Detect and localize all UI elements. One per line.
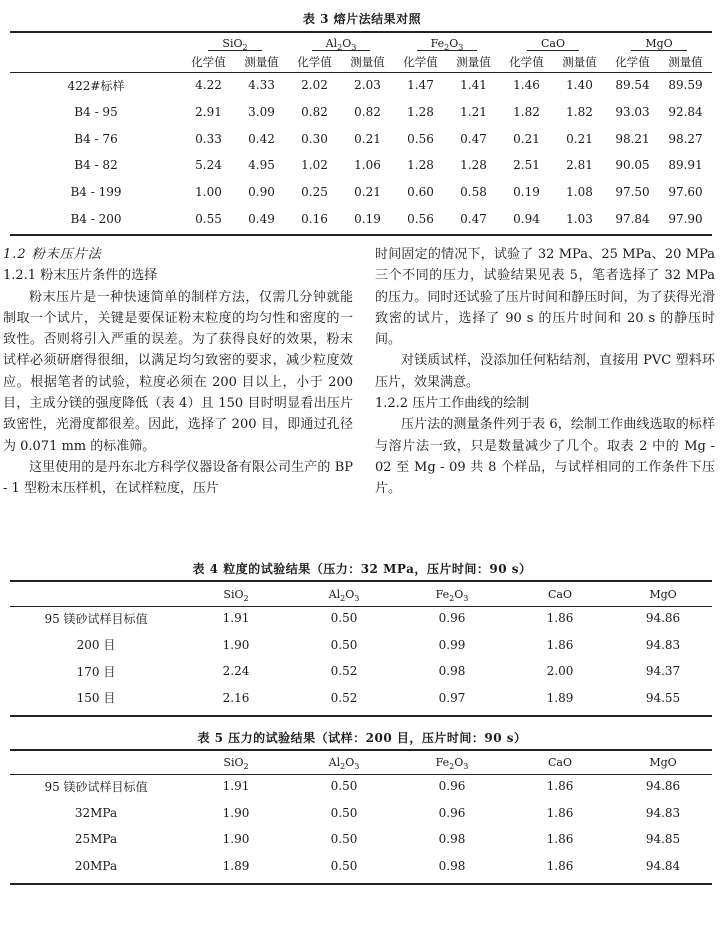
table-cell: 97.84 — [615, 211, 650, 226]
table3-subheader: 测量值 — [668, 55, 703, 69]
table5-header-mgo: MgO — [649, 755, 677, 769]
table-cell: 93.03 — [615, 105, 650, 120]
table-cell: 2.24 — [222, 664, 250, 679]
row-label: 170 目 — [76, 664, 116, 679]
table-cell: 0.52 — [330, 690, 358, 705]
row-label: B4 - 95 — [74, 105, 118, 120]
table-cell: 0.42 — [248, 131, 275, 146]
table3-subheader: 测量值 — [244, 55, 279, 69]
row-label: 32MPa — [74, 805, 118, 820]
table-cell: 0.96 — [438, 611, 466, 626]
table5-header-cao: CaO — [548, 755, 572, 769]
table-row — [10, 826, 712, 853]
row-label: 422#标样 — [67, 78, 125, 93]
table-row — [10, 800, 712, 827]
table-cell: 1.28 — [460, 158, 487, 173]
left-paragraph-1: 粉末压片是一种快速简单的制样方法，仅需几分钟就能制取一个试片，关键是要保证粉末粒度的均匀性和密度的一致性。否则将引入严重的误差。为了获得良好的效果，粉末试样必须研磨得很细，以满足均匀致密的要求，减少粒度效应。根据笔者的试验，粒度必须在 200 目以上，小于 200 目，主成分镁的强度降低（表 4）且 150 目时明显看出压片致密性，光滑度都很差。因此，选择了 200 目，即通过孔径为 0.071 mm 的标准筛。 — [3, 289, 353, 454]
table-cell: 1.28 — [407, 105, 434, 120]
table-cell: 97.90 — [668, 211, 703, 226]
table-cell: 1.86 — [546, 858, 574, 873]
table-cell: 0.50 — [330, 832, 358, 847]
table-cell: 0.30 — [301, 131, 328, 146]
table3-group-fe2o3: $Fe_2O_3$ — [394, 36, 500, 52]
table-cell: 1.90 — [222, 832, 250, 847]
table-cell: 0.50 — [330, 611, 358, 626]
row-label: B4 - 76 — [74, 131, 118, 146]
table-cell: 0.16 — [301, 211, 328, 226]
row-label: B4 - 199 — [70, 185, 122, 200]
row-label: B4 - 200 — [70, 211, 122, 226]
table-row — [10, 605, 712, 632]
right-column — [375, 244, 715, 500]
table3-group-sio2: SiO$_2$ — [182, 36, 288, 52]
table-cell: 94.83 — [645, 805, 681, 820]
table-row — [10, 125, 712, 152]
table3-subheader: 测量值 — [562, 55, 597, 69]
table3-subheader: 化学值 — [509, 55, 544, 69]
table-cell: 0.19 — [354, 211, 381, 226]
table-cell: 0.50 — [330, 779, 358, 794]
table-row — [10, 853, 712, 880]
table-cell: 0.56 — [407, 131, 434, 146]
table3-top-rule — [10, 31, 712, 33]
table-cell: 4.22 — [195, 78, 222, 93]
row-label: 95 镁砂试样目标值 — [44, 779, 148, 794]
table-cell: 0.82 — [354, 105, 381, 120]
table5-header-rule — [10, 774, 712, 775]
table-cell: 0.97 — [438, 690, 466, 705]
table4-bottom-rule — [10, 715, 712, 717]
table3-subheader: 化学值 — [403, 55, 438, 69]
right-paragraph-3: 压片法的测量条件列于表 6，绘制工作曲线选取的标样与溶片法一致，只是数量减少了几个。取表 2 中的 Mg - 02 至 Mg - 09 共 8 个样品，与试样相同的工作条件下压片。 — [375, 417, 715, 497]
table-cell: 0.21 — [566, 131, 593, 146]
table-row — [10, 773, 712, 800]
table-cell: 1.47 — [407, 78, 434, 93]
table-cell: 89.91 — [668, 158, 703, 173]
table3-bottom-rule — [10, 234, 712, 236]
table-cell: 0.98 — [438, 858, 466, 873]
section-heading-1-2-2: 1.2.2 压片工作曲线的绘制 — [375, 396, 530, 412]
table-cell: 94.83 — [645, 637, 681, 652]
table3-subheader: 测量值 — [456, 55, 491, 69]
table-cell: 1.21 — [460, 105, 487, 120]
left-column — [3, 244, 353, 500]
table-cell: 89.59 — [668, 78, 703, 93]
row-label: B4 - 82 — [74, 158, 118, 173]
table-cell: 1.41 — [460, 78, 487, 93]
table-cell: 94.84 — [645, 858, 681, 873]
table4-header-cao: CaO — [548, 587, 572, 601]
right-paragraph-2: 对镁质试样，没添加任何粘结剂，直接用 PVC 塑料环压片，效果满意。 — [375, 353, 715, 390]
table-cell: 97.50 — [615, 185, 650, 200]
table-row — [10, 72, 712, 99]
table-cell: 0.99 — [438, 637, 466, 652]
table-cell: 0.96 — [438, 779, 466, 794]
table-cell: 98.27 — [668, 131, 703, 146]
row-label: 95 镁砂试样目标值 — [44, 611, 148, 626]
table-cell: 2.91 — [195, 105, 222, 120]
table-cell: 0.25 — [301, 185, 328, 200]
table4-header-fe2o3: $Fe_2O_3$ — [435, 587, 469, 603]
table-cell: 97.60 — [668, 185, 703, 200]
table-cell: 1.28 — [407, 158, 434, 173]
right-paragraph-1: 时间固定的情况下，试验了 32 MPa、25 MPa、20 MPa 三个不同的压力，试验结果见表 5，笔者选择了 32 MPa 的压力。同时还试验了压片时间和静压时间，为了获得光滑致密的试片，选择了 90 s 的压片时间和 20 s 的静压时间。 — [375, 247, 715, 348]
row-label: 20MPa — [74, 858, 118, 873]
table3-header-rule — [10, 72, 712, 73]
table-cell: 94.37 — [645, 664, 681, 679]
table-cell: 1.86 — [546, 832, 574, 847]
table-cell: 1.00 — [195, 185, 222, 200]
table-cell: 94.86 — [645, 611, 681, 626]
table-cell: 1.03 — [566, 211, 593, 226]
table-cell: 94.55 — [645, 690, 681, 705]
table-cell: 5.24 — [195, 158, 222, 173]
table5-header-fe2o3: $Fe_2O_3$ — [435, 755, 469, 771]
table-row — [10, 99, 712, 126]
table-cell: 2.00 — [546, 664, 574, 679]
table-cell: 0.33 — [195, 131, 222, 146]
table-cell: 94.86 — [645, 779, 681, 794]
table-cell: 0.96 — [438, 805, 466, 820]
table-cell: 2.02 — [301, 78, 328, 93]
table-cell: 0.50 — [330, 805, 358, 820]
table-cell: 89.54 — [615, 78, 650, 93]
table-cell: 1.02 — [301, 158, 328, 173]
table-cell: 1.46 — [513, 78, 540, 93]
table-cell: 90.05 — [615, 158, 650, 173]
table3-subheader: 化学值 — [615, 55, 650, 69]
table-cell: 4.33 — [248, 78, 275, 93]
section-heading-1-2: 1.2 粉末压片法 — [3, 247, 102, 262]
table-row — [10, 658, 712, 685]
table-row — [10, 152, 712, 179]
table-cell: 0.47 — [460, 131, 487, 146]
table-cell: 0.56 — [407, 211, 434, 226]
section-heading-1-2-1: 1.2.1 粉末压片条件的选择 — [3, 268, 158, 284]
table-cell: 1.90 — [222, 805, 250, 820]
table-cell: 0.19 — [513, 185, 540, 200]
table-cell: 2.16 — [222, 690, 250, 705]
left-paragraph-2: 这里使用的是丹东北方科学仪器设备有限公司生产的 BP - 1 型粉末压样机，在试样粒度，压片 — [3, 459, 353, 497]
table5-header-sio2: SiO$_2$ — [223, 755, 249, 771]
table-cell: 0.21 — [513, 131, 540, 146]
table-cell: 0.50 — [330, 858, 358, 873]
table-cell: 2.81 — [566, 158, 593, 173]
table5-header-al2o3: $Al_2O_3$ — [328, 755, 360, 771]
row-label: 150 目 — [76, 691, 116, 706]
table4-header-al2o3: $Al_2O_3$ — [328, 587, 360, 603]
table-cell: 92.84 — [668, 105, 703, 120]
table-cell: 0.82 — [301, 105, 328, 120]
table-cell: 2.51 — [513, 158, 540, 173]
table-row — [10, 632, 712, 659]
row-label: 25MPa — [74, 832, 118, 847]
table-cell: 0.60 — [407, 185, 434, 200]
table4-header-sio2: SiO$_2$ — [223, 587, 249, 603]
table3-subheader: 化学值 — [191, 55, 226, 69]
table-cell: 1.89 — [546, 690, 574, 705]
table-cell: 0.98 — [438, 664, 466, 679]
row-label: 200 目 — [76, 638, 116, 653]
table-cell: 1.82 — [513, 105, 540, 120]
table-cell: 0.50 — [330, 637, 358, 652]
table-cell: 3.09 — [248, 105, 275, 120]
table-cell: 1.86 — [546, 611, 574, 626]
table5 — [10, 751, 712, 879]
table3 — [10, 36, 712, 232]
table-cell: 0.90 — [248, 185, 275, 200]
table-cell: 1.86 — [546, 637, 574, 652]
table-cell: 0.98 — [438, 832, 466, 847]
table-cell: 1.90 — [222, 637, 250, 652]
table-cell: 1.40 — [566, 78, 593, 93]
table-cell: 0.58 — [460, 185, 487, 200]
table-cell: 1.91 — [222, 611, 250, 626]
table-row — [10, 205, 712, 232]
table5-caption: 表 5 压力的试验结果（试样：200 目，压片时间：90 s） — [197, 731, 527, 745]
table-cell: 98.21 — [615, 131, 650, 146]
table3-caption: 表 3 熔片法结果对照 — [302, 12, 422, 26]
table-cell: 1.91 — [222, 779, 250, 794]
table-cell: 0.52 — [330, 664, 358, 679]
table3-group-cao: CaO — [500, 36, 606, 52]
table3-subheader: 测量值 — [350, 55, 385, 69]
table-cell: 0.49 — [248, 211, 275, 226]
table-cell: 0.21 — [354, 185, 381, 200]
table-cell: 0.55 — [195, 211, 222, 226]
table-row — [10, 179, 712, 206]
table-row — [10, 685, 712, 712]
table-cell: 1.06 — [354, 158, 381, 173]
table4-header-rule — [10, 606, 712, 607]
table-cell: 1.86 — [546, 805, 574, 820]
table4-header-mgo: MgO — [649, 587, 677, 601]
table-cell: 4.95 — [248, 158, 275, 173]
table-cell: 1.08 — [566, 185, 593, 200]
table4-caption: 表 4 粒度的试验结果（压力：32 MPa，压片时间：90 s） — [192, 562, 532, 576]
table3-group-al2o3: $Al_2O_3$ — [288, 36, 394, 52]
table-cell: 1.82 — [566, 105, 593, 120]
table3-subheader: 化学值 — [297, 55, 332, 69]
table-cell: 2.03 — [354, 78, 381, 93]
table3-group-mgo: MgO — [606, 36, 712, 52]
table-cell: 0.47 — [460, 211, 487, 226]
table-cell: 1.86 — [546, 779, 574, 794]
table-cell: 94.85 — [645, 832, 681, 847]
table4-top-rule — [10, 580, 712, 582]
table5-bottom-rule — [10, 883, 712, 885]
table4 — [10, 583, 712, 711]
table-cell: 0.21 — [354, 131, 381, 146]
table-cell: 0.94 — [513, 211, 540, 226]
table-cell: 1.89 — [222, 858, 250, 873]
table3-corner — [10, 36, 182, 52]
